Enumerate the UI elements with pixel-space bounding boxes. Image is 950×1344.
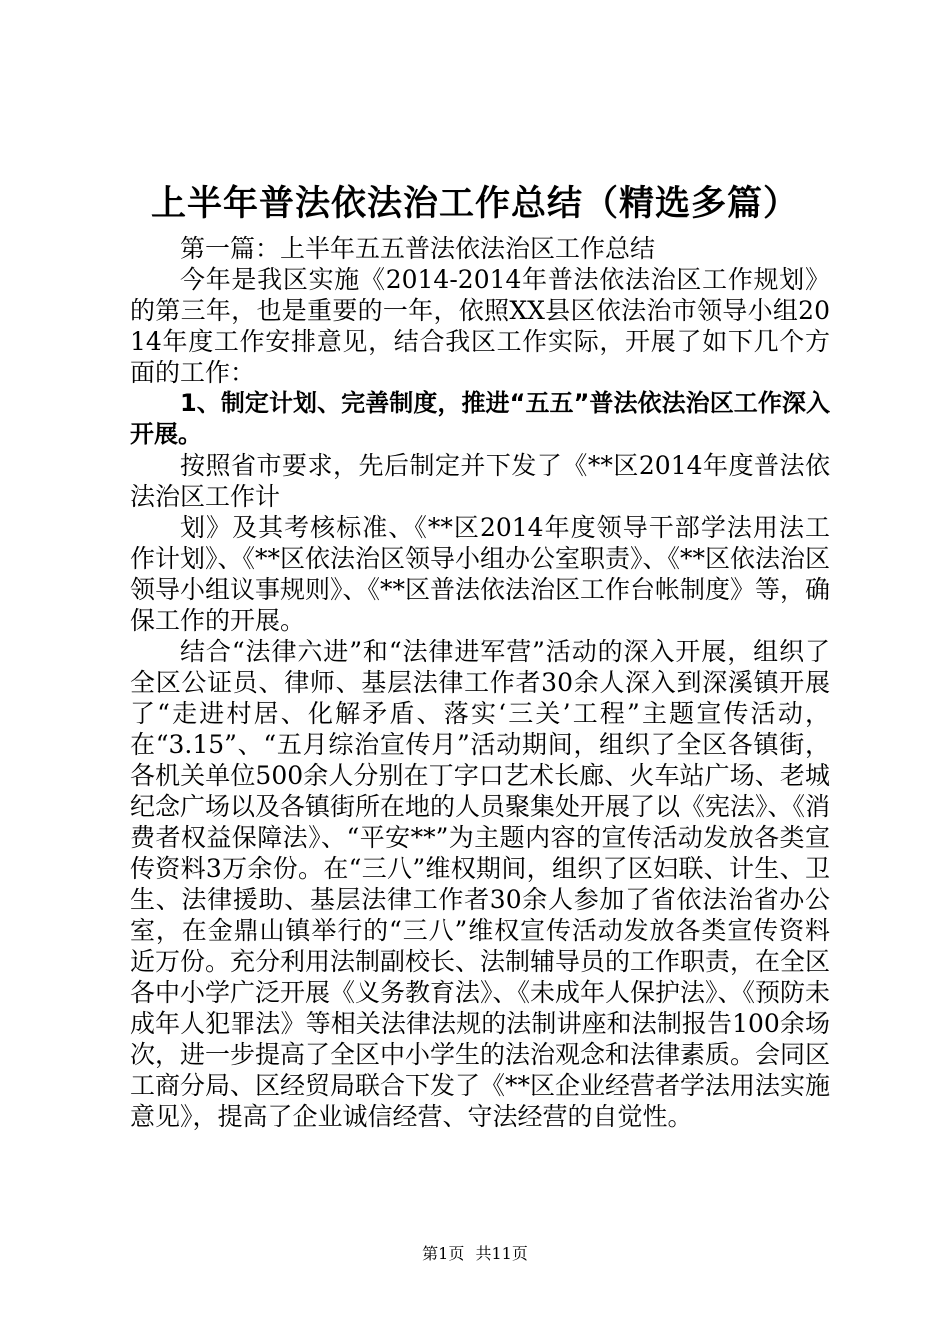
paragraph-section-heading: 第一篇：上半年五五普法依法治区工作总结 (180, 234, 656, 263)
paragraph-subheading: 1、制定计划、完善制度，推进“五五”普法依法治区工作深入开展。 (130, 389, 830, 448)
paragraph-intro: 今年是我区实施《2014-2014年普法依法治区工作规划》的第三年，也是重要的一年，依照XX县区依法治市领导小组2014年度工作安排意见，结合我区工作实际，开展了如下几个方面的工作： (130, 265, 830, 387)
page-footer (0, 1244, 950, 1264)
document-body (130, 233, 830, 1132)
paragraph-activities: 结合“法律六进”和“法律进军营”活动的深入开展，组织了全区公证员、律师、基层法律工作者30余人深入到深溪镇开展了“走进村居、化解矛盾、落实‘三关’工程”主题宣传活动，在“3.15”、“五月综治宣传月”活动期间，组织了全区各镇街，各机关单位500余人分别在丁字口艺术长廊、火车站广场、老城纪念广场以及各镇街所在地的人员聚集处开展了以《宪法》、《消费者权益保障法》、“平安**”为主题内容的宣传活动发放各类宣传资料3万余份。在“三八”维权期间，组织了区妇联、计生、卫生、法律援助、基层法律工作者30余人参加了省依法治省办公室，在金鼎山镇举行的“三八”维权宣传活动发放各类宣传资料近万份。充分利用法制副校长、法制辅导员的工作职责，在全区各中小学广泛开展《义务教育法》、《未成年人保护法》、《预防未成年人犯罪法》等相关法律法规的法制讲座和法制报告100余场次，进一步提高了全区中小学生的法治观念和法律素质。会同区工商分局、区经贸局联合下发了《**区企业经营者学法用法实施意见》，提高了企业诚信经营、守法经营的自觉性。 (130, 637, 831, 1131)
document-title: 上半年普法依法治工作总结（精选多篇） (150, 183, 799, 224)
page-number: 第1页 (422, 1244, 465, 1263)
page-total: 共11页 (475, 1244, 528, 1263)
paragraph-plan-start: 按照省市要求，先后制定并下发了《**区2014年度普法依法治区工作计 (130, 451, 830, 511)
paragraph-plan-continued: 划》及其考核标准、《**区2014年度领导干部学法用法工作计划》、《**区依法治区领导小组办公室职责》、《**区依法治区领导小组议事规则》、《**区普法依法治区工作台帐制度》等，确保工作的开展。 (130, 513, 831, 635)
